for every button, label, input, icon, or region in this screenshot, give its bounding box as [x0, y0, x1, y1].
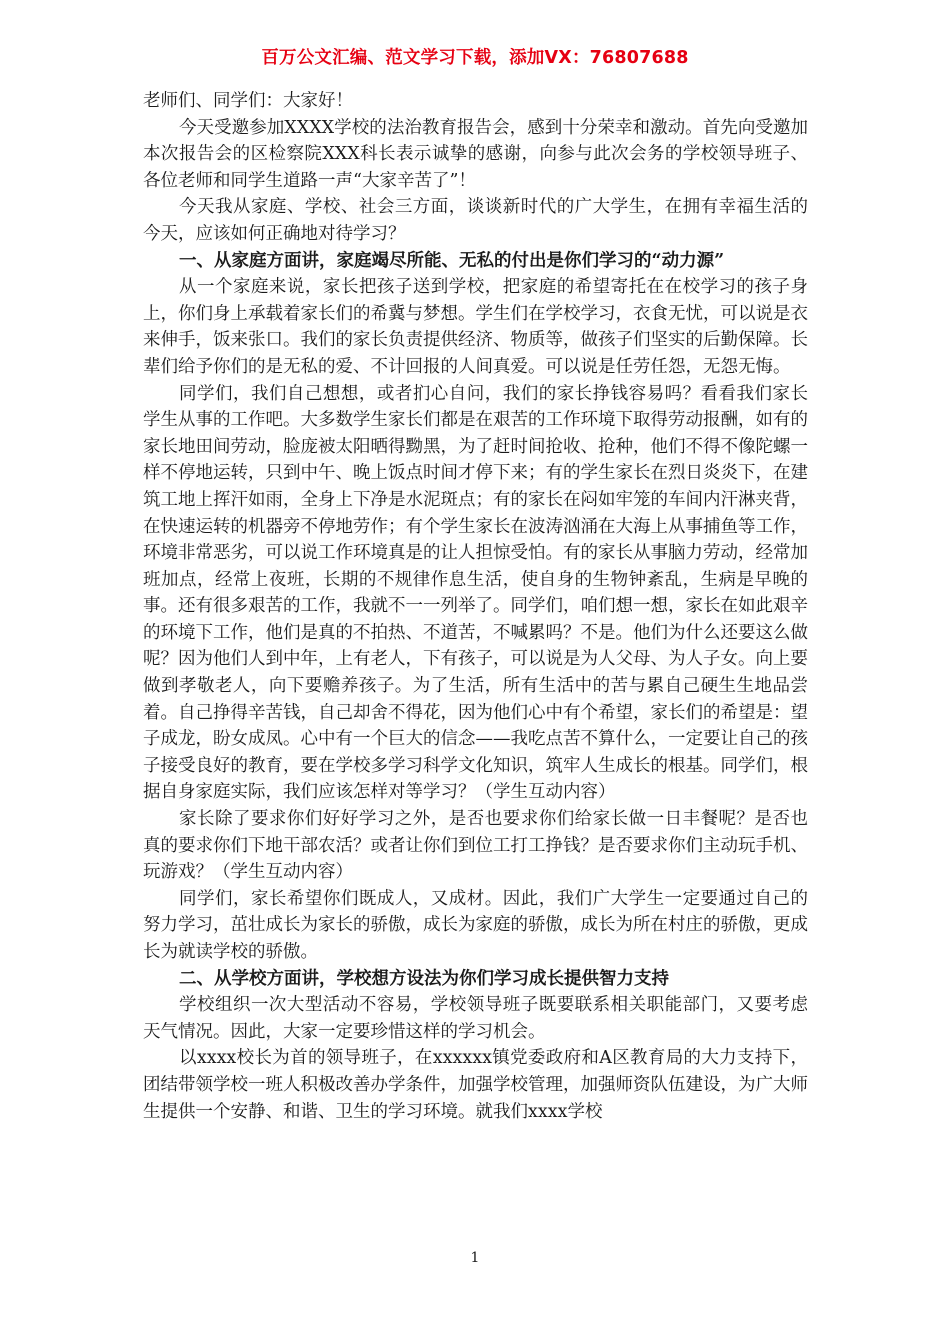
paragraph: 今天我从家庭、学校、社会三方面，谈谈新时代的广大学生，在拥有幸福生活的今天，应该如何正确地对待学习？ [143, 197, 808, 244]
paragraph: 同学们，我们自己想想，或者扪心自问，我们的家长挣钱容易吗？看看我们家长学生从事的工作吧。大多数学生家长们都是在艰苦的工作环境下取得劳动报酬，如有的家长地田间劳动，脸庞被太阳晒得黝黑，为了赶时间抢收、抢种，他们不得不像陀螺一样不停地运转，只到中午、晚上饭点时间才停下来；有的学生家长在烈日炎炎下，在建筑工地上挥汗如雨，全身上下净是水泥斑点；有的家长在闷如牢笼的车间内汗淋夹背，在快速运转的机器旁不停地劳作；有个学生家长在波涛汹涌在大海上从事捕鱼等工作，环境非常恶劣，可以说工作环境真是的让人担惊受怕。有的家长从事脑力劳动，经常加班加点，经常上夜班，长期的不规律作息生活，使自身的生物钟紊乱，生病是早晚的事。还有很多艰苦的工作，我就不一一列举了。同学们，咱们想一想，家长在如此艰辛的环境下工作，他们是真的不拍热、不道苦，不喊累吗？不是。他们为什么还要这么做呢？因为他们人到中年，上有老人，下有孩子，可以说是为人父母、为人子女。向上要做到孝敬老人，向下要赡养孩子。为了生活，所有生活中的苦与累自己硬生生地品尝着。自己挣得辛苦钱，自己却舍不得花，因为他们心中有个希望，家长们的希望是：望子成龙，盼女成凤。心中有一个巨大的信念——我吃点苦不算什么，一定要让自己的孩子接受良好的教育，要在学校多学习科学文化知识，筑牢人生成长的根基。同学们，根据自身家庭实际，我们应该怎样对等学习？（学生互动内容） [143, 383, 808, 803]
paragraph: 学校组织一次大型活动不容易，学校领导班子既要联系相关职能部门，又要考虑天气情况。因此，大家一定要珍惜这样的学习机会。 [143, 995, 808, 1042]
header-banner: 百万公文汇编、范文学习下载，添加VX：76807688 [261, 48, 689, 68]
section-heading-2: 二、从学校方面讲，学校想方设法为你们学习成长提供智力支持 [179, 968, 669, 989]
paragraph: 家长除了要求你们好好学习之外，是否也要求你们给家长做一日丰餐呢？是否也真的要求你们下地干部农活？或者让你们到位工打工挣钱？是否要求你们主动玩手机、玩游戏？（学生互动内容） [143, 809, 808, 883]
paragraph: 同学们，家长希望你们既成人，又成材。因此，我们广大学生一定要通过自己的努力学习，茁壮成长为家长的骄傲，成长为家庭的骄傲，成长为所在村庄的骄傲，更成长为就读学校的骄傲。 [143, 888, 808, 962]
document-body [143, 88, 808, 1125]
paragraph: 以xxxx校长为首的领导班子，在xxxxxx镇党委政府和A区教育局的大力支持下，团结带领学校一班人积极改善办学条件，加强学校管理，加强师资队伍建设，为广大师生提供一个安静、和谐、卫生的学习环境。就我们xxxx学校 [143, 1048, 808, 1122]
paragraph: 今天受邀参加XXXX学校的法治教育报告会，感到十分荣幸和激动。首先向受邀加本次报告会的区检察院XXX科长表示诚挚的感谢，向参与此次会务的学校领导班子、各位老师和同学生道路一声“大家辛苦了”！ [143, 117, 808, 191]
section-heading-1: 一、从家庭方面讲，家庭竭尽所能、无私的付出是你们学习的“动力源” [179, 250, 725, 271]
paragraph: 从一个家庭来说，家长把孩子送到学校，把家庭的希望寄托在在校学习的孩子身上，你们身上承载着家长们的希冀与梦想。学生们在学校学习，衣食无忧，可以说是衣来伸手，饭来张口。我们的家长负责提供经济、物质等，做孩子们坚实的后勤保障。长辈们给予你们的是无私的爱、不计回报的人间真爱。可以说是任劳任怨，无怨无悔。 [143, 277, 808, 377]
greeting-line: 老师们、同学们：大家好！ [143, 91, 353, 111]
page-number: 1 [470, 1250, 480, 1266]
